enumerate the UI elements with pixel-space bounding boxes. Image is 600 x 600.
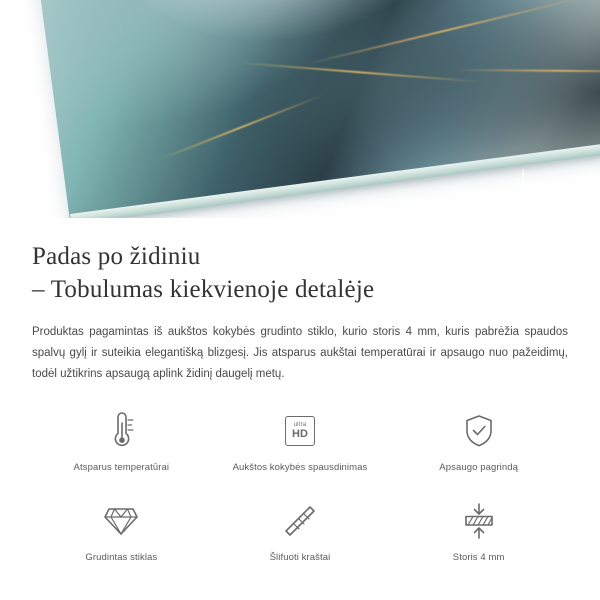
polished-edges-icon	[282, 499, 318, 543]
feature-label: Atsparus temperatūrai	[73, 462, 170, 473]
ultra-hd-badge	[285, 416, 315, 446]
feature-label: Apsaugo pagrindą	[439, 462, 519, 473]
shield-check-icon	[462, 409, 496, 453]
feature-item-polished-edges	[211, 499, 390, 583]
marble-vein	[302, 0, 594, 66]
ultra-hd-icon	[285, 409, 315, 453]
feature-item-surface-protection	[389, 409, 568, 493]
feature-item-print-quality	[211, 409, 390, 493]
feature-grid	[32, 409, 568, 583]
headline-line-1: Padas po židiniu	[32, 243, 201, 270]
sparkle-icon	[470, 196, 486, 212]
marble-vein	[233, 61, 482, 83]
hero-image	[0, 0, 600, 218]
marble-vein	[454, 69, 600, 73]
ultra-hd-hd-text: HD	[292, 428, 308, 440]
feature-label: Storis 4 mm	[452, 552, 505, 563]
feature-label: Šlifuoti kraštai	[269, 552, 331, 563]
feature-label: Aukštos kokybės spausdinimas	[232, 462, 368, 473]
feature-label: Grudintas stiklas	[85, 552, 158, 563]
page-title	[32, 240, 568, 306]
sparkle-icon	[542, 188, 568, 214]
thickness-icon	[460, 499, 498, 543]
content-area	[0, 240, 600, 583]
sparkle-icon	[500, 168, 546, 214]
headline-line-2: – Tobulumas kiekvienoje detalėje	[32, 276, 375, 303]
thermometer-icon	[104, 409, 138, 453]
ultra-hd-ultra-text: ultra	[293, 422, 307, 428]
diamond-icon	[101, 499, 141, 543]
feature-item-temperature	[32, 409, 211, 493]
feature-item-thickness	[389, 499, 568, 583]
marble-vein	[155, 94, 323, 162]
feature-item-tempered-glass	[32, 499, 211, 583]
description-paragraph: Produktas pagamintas iš aukštos kokybės grudinto stiklo, kurio storis 4 mm, kuris pabrėžia spaudos spalvų gylį ir suteikia elegantišką blizgesį. Jis atsparus aukštai temperatūrai ir apsaugo nuo pažeidimų, todėl užtikrins apsaugą aplink židinį daugelį metų.	[32, 326, 568, 380]
